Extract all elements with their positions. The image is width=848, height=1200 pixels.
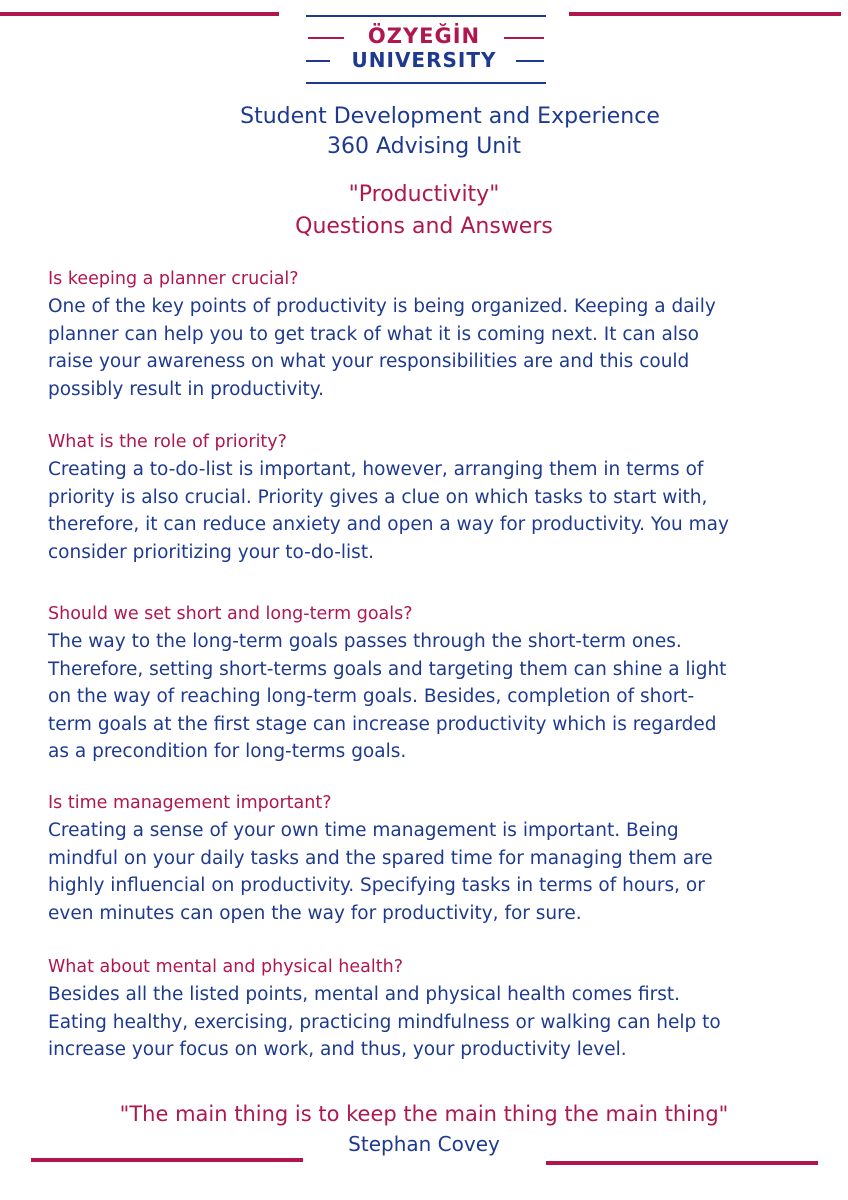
logo-bottom-rule	[306, 82, 546, 84]
question: What is the role of priority?	[48, 432, 287, 452]
header-unit-line1: Student Development and Experience	[240, 104, 660, 129]
qa-section-health	[48, 954, 818, 1064]
answer	[48, 817, 818, 927]
logo-word-university: UNIVERSITY	[351, 48, 497, 72]
answer	[48, 293, 818, 403]
top-right-accent-bar	[569, 12, 841, 16]
bottom-right-accent-bar	[546, 1161, 818, 1165]
answer-line: increase your focus on work, and thus, your productivity level.	[48, 1039, 627, 1060]
question: Should we set short and long-term goals?	[48, 604, 413, 624]
answer-line: Eating healthy, exercising, practicing mindfulness or walking can help to	[48, 1011, 721, 1033]
answer-line: The way to the long-term goals passes through the short-term ones.	[48, 631, 682, 652]
question: Is keeping a planner crucial?	[48, 269, 299, 289]
answer	[48, 628, 818, 766]
qa-section-priority	[48, 429, 818, 566]
answer-line: raise your awareness on what your responsibilities are and this could	[48, 351, 690, 372]
answer-line: Creating a sense of your own time management is important. Being	[48, 820, 679, 841]
question: What about mental and physical health?	[48, 957, 403, 977]
quote-author: Stephan Covey	[348, 1132, 500, 1156]
qa-section-time-management	[48, 790, 818, 927]
answer	[48, 981, 818, 1064]
logo-word-ozyegin: ÖZYEĞİN	[367, 24, 481, 48]
answer-line: priority is also crucial. Priority gives a clue on which tasks to start with,	[48, 486, 708, 508]
answer-line: One of the key points of productivity is being organized. Keeping a daily	[48, 296, 716, 317]
bottom-left-accent-bar	[31, 1158, 303, 1162]
answer-line: as a precondition for long-terms goals.	[48, 741, 407, 762]
question: Is time management important?	[48, 793, 332, 813]
answer	[48, 456, 818, 566]
answer-line: on the way of reaching long-term goals. Besides, completion of short-	[48, 686, 695, 707]
answer-line: even minutes can open the way for productivity, for sure.	[48, 902, 582, 924]
university-logo	[302, 12, 546, 87]
answer-line: term goals at the first stage can increase productivity which is regarded	[48, 713, 717, 735]
page-subtitle: Questions and Answers	[295, 214, 553, 239]
answer-line: Besides all the listed points, mental and physical health comes first.	[48, 984, 681, 1005]
qa-section-goals	[48, 601, 818, 766]
answer-line: Therefore, setting short-terms goals and targeting them can shine a light	[48, 658, 727, 680]
logo-top-rule	[306, 15, 546, 17]
top-left-accent-bar	[0, 12, 279, 16]
answer-line: mindful on your daily tasks and the spared time for managing them are	[48, 847, 713, 869]
answer-line: highly influencial on productivity. Specifying tasks in terms of hours, or	[48, 875, 705, 896]
answer-line: therefore, it can reduce anxiety and open a way for productivity. You may	[48, 514, 729, 535]
header-unit-line2: 360 Advising Unit	[326, 134, 521, 159]
qa-section-planner	[48, 266, 818, 403]
answer-line: planner can help you to get track of what it is coming next. It can also	[48, 323, 699, 345]
closing-quote: "The main thing is to keep the main thing the main thing"	[119, 1102, 729, 1126]
answer-line: possibly result in productivity.	[48, 378, 324, 400]
answer-line: Creating a to-do-list is important, however, arranging them in terms of	[48, 459, 704, 480]
answer-line: consider prioritizing your to-do-list.	[48, 541, 374, 563]
page-title: "Productivity"	[348, 182, 500, 207]
